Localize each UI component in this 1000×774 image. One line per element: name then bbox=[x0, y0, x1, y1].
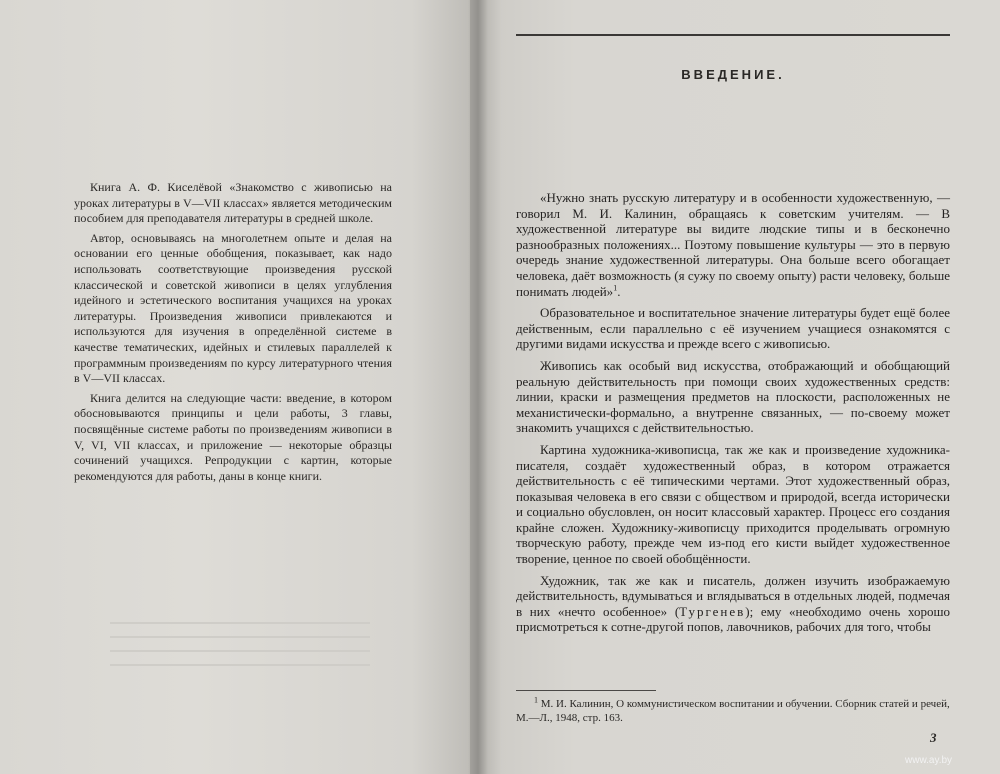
header-rule bbox=[516, 34, 950, 36]
annotation-paragraph: Книга А. Ф. Киселёвой «Знакомство с живописью на уроках литературы в V—VII классах» является методическим пособием для преподавателя литературы в средней школе. bbox=[74, 180, 392, 226]
footnote-text: М. И. Калинин, О коммунистическом воспитании и обучении. Сборник статей и речей, М.—Л., 1948, стр. 163. bbox=[516, 698, 950, 724]
book-annotation bbox=[74, 180, 392, 488]
body-paragraph: Образовательное и воспитательное значение литературы будет ещё более действенным, если параллельно с её изучением учащиеся ознакомятся с другими видами искусства и прежде всего с живописью. bbox=[516, 305, 950, 352]
body-paragraph bbox=[516, 190, 950, 299]
chapter-heading: ВВЕДЕНИЕ. bbox=[681, 67, 785, 82]
footnote bbox=[516, 697, 950, 725]
show-through-lines bbox=[110, 610, 370, 678]
paragraph-text: Художник, так же как и писатель, должен изучить изображаемую действительность, вдумываться и вглядываться в отдельных людей, подмечая в них «нечто особенное» ( bbox=[516, 572, 950, 619]
page-number: 3 bbox=[930, 730, 937, 745]
annotation-paragraph: Автор, основываясь на многолетнем опыте и делая на основании его ценные обобщения, показывает, как надо использовать соответствующие произведения русской классической и советской живописи в целях углубления идейного и эстетического воспитания учащихся на уроках литературы. Произведения живописи привлекаются и используются для изучения в определённой системе в качестве тематических, идейных и стилевых параллелей к программным произведениям по курсу литературного чтения в V—VII классах. bbox=[74, 230, 392, 386]
body-paragraph bbox=[516, 573, 950, 635]
body-paragraph: Картина художника-живописца, так же как и произведение художника-писателя, создаёт художественный образ, в котором отражается действительность с её типическими чертами. Этот художественный образ, показывая человека в его связи с обществом и природой, всегда исторически и социально обусловлен, он носит классовый характер. Процесс его создания крайне сложен. Художнику-живописцу приходится проделывать огромную творческую работу, прежде чем из-под его кисти выйдет художественное творение, ценное по своей обобщённости. bbox=[516, 441, 950, 567]
paragraph-text: ); ему «необходимо очень хорошо присмотреться к сотне-другой попов, лавочников, рабочих для того, чтобы bbox=[516, 603, 950, 635]
footnote-rule bbox=[516, 690, 656, 691]
footnote-mark: 1 bbox=[534, 695, 538, 705]
annotation-paragraph: Книга делится на следующие части: введение, в котором обосновываются принципы и цели работы, 3 главы, посвящённые системе работы по произведениям живописи в V, VI, VII классах, и приложение — некоторые образцы сочинений учащихся. Репродукции с картин, которые рекомендуются для работы, даны в конце книги. bbox=[74, 390, 392, 483]
footnote-reference: 1 bbox=[613, 283, 618, 293]
author-name: Тургенев bbox=[679, 603, 746, 619]
quote-text: «Нужно знать русскую литературу и в особенности художественную, — говорил М. И. Калинин, обращаясь к советским учителям. — В художественной литературе вы видите людские типы и в бесконечно разнообразных положениях... Поэтому повышение культуры — это в первую очередь знание художественной литературы. Она больше всего обогащает человека, даёт возможность (я сужу по своему опыту) расти человеку, больше понимать людей» bbox=[516, 190, 950, 299]
quote-end: . bbox=[617, 283, 621, 299]
body-paragraph: Живопись как особый вид искусства, отображающий и обобщающий реальную действительность при помощи своих художественных средств: линии, краски и размещения предметов на плоскости, расположенных не механистически-формально, а внутренне связанных, — по-своему может знакомить учащихся с действительностью. bbox=[516, 357, 950, 436]
introduction-text bbox=[516, 190, 950, 641]
watermark: www.ay.by bbox=[905, 755, 953, 766]
book-gutter bbox=[468, 0, 488, 774]
